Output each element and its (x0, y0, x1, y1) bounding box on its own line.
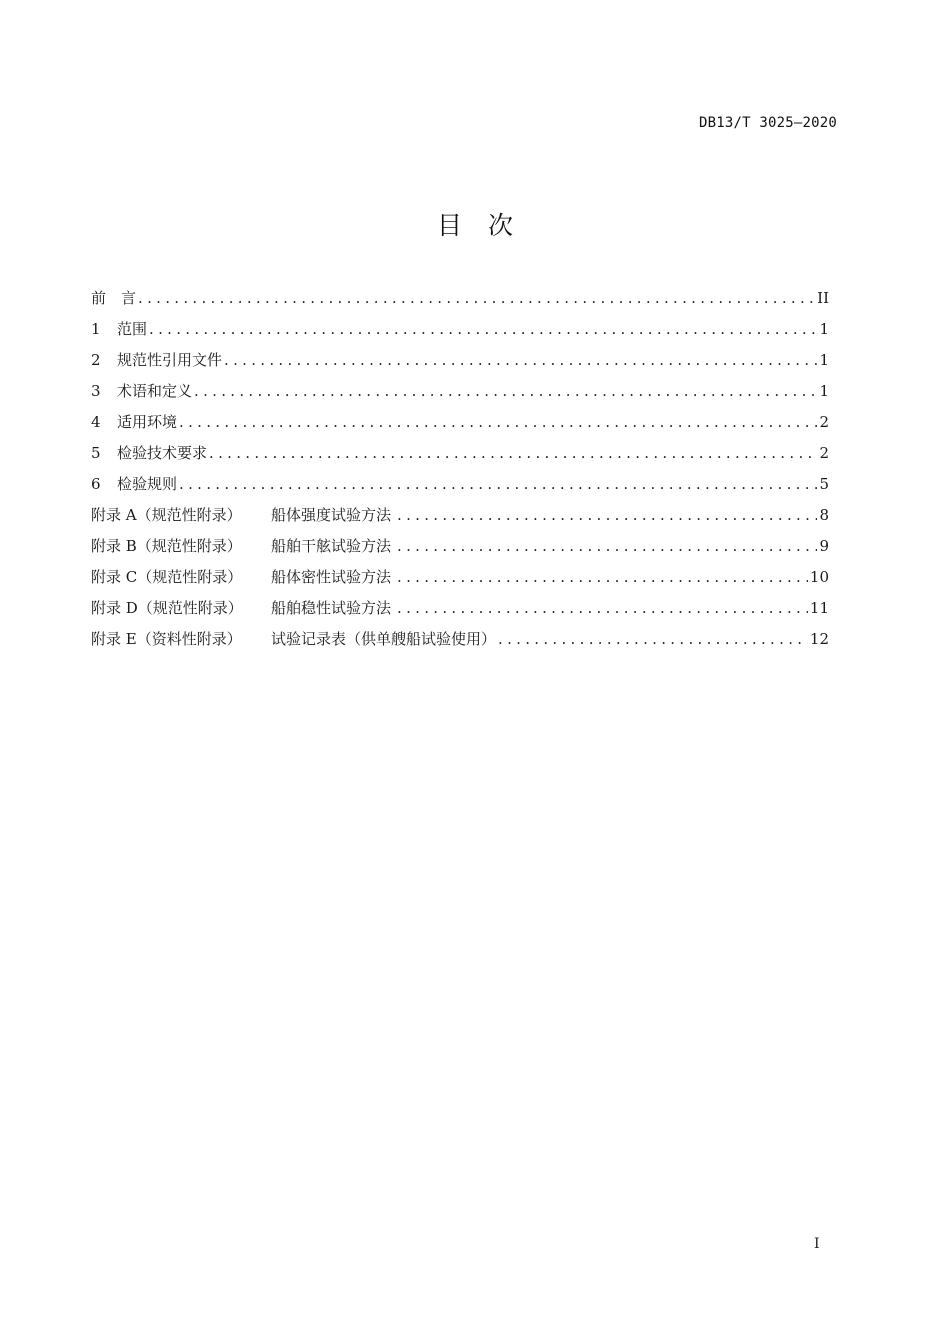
toc-leader-dots (397, 597, 808, 619)
toc-entry-number: 3 (91, 382, 101, 400)
toc-entry-page: 10 (809, 568, 829, 586)
toc-leader-dots (498, 628, 808, 650)
toc-entry-number: 4 (91, 413, 101, 431)
toc-entry-label: 试验记录表（供单艘船试验使用） (271, 630, 497, 648)
toc-entry-label: 检验规则 (117, 475, 178, 493)
toc-entry-section-4[interactable] (91, 411, 829, 442)
toc-entry-page: 8 (819, 506, 829, 524)
toc-leader-dots (149, 318, 817, 340)
toc-entry-label: 船体密性试验方法 (271, 568, 392, 586)
standard-code: DB13/T 3025—2020 (698, 115, 837, 131)
toc-leader-dots (138, 287, 815, 309)
toc-entry-appendix-c[interactable] (91, 566, 829, 597)
toc-entry-section-3[interactable] (91, 380, 829, 411)
toc-entry-section-2[interactable] (91, 349, 829, 380)
toc-entry-appendix-prefix: 附录 B（规范性附录） (91, 537, 242, 555)
toc-entry-appendix-prefix: 附录 A（规范性附录） (91, 506, 242, 524)
toc-entry-page: 2 (819, 413, 829, 431)
toc-entry-page: 1 (819, 320, 829, 338)
toc-entry-label: 检验技术要求 (117, 444, 208, 462)
toc-entry-section-5[interactable] (91, 442, 829, 473)
toc-entry-appendix-prefix: 附录 E（资料性附录） (91, 630, 242, 648)
toc-entry-page: 12 (809, 630, 829, 648)
toc-entry-foreword[interactable] (91, 287, 829, 318)
toc-entry-label: 前 言 (91, 289, 137, 307)
toc-entry-appendix-d[interactable] (91, 597, 829, 628)
toc-leader-dots (397, 535, 817, 557)
toc-entry-page: 5 (819, 475, 829, 493)
toc-entry-number: 1 (91, 320, 101, 338)
toc-entry-page: 11 (809, 599, 829, 617)
toc-entry-label: 船舶稳性试验方法 (271, 599, 392, 617)
toc-entry-appendix-a[interactable] (91, 504, 829, 535)
toc-entry-label: 船体强度试验方法 (271, 506, 392, 524)
table-of-contents (91, 287, 829, 659)
page-number: I (814, 1236, 820, 1252)
toc-leader-dots (194, 380, 817, 402)
toc-leader-dots (179, 473, 817, 495)
toc-entry-section-1[interactable] (91, 318, 829, 349)
toc-entry-label: 适用环境 (117, 413, 178, 431)
toc-entry-appendix-b[interactable] (91, 535, 829, 566)
toc-leader-dots (179, 411, 817, 433)
toc-entry-label: 术语和定义 (117, 382, 193, 400)
toc-entry-page: 9 (819, 537, 829, 555)
toc-entry-label: 规范性引用文件 (117, 351, 223, 369)
toc-entry-page: 2 (819, 444, 829, 462)
toc-entry-appendix-prefix: 附录 D（规范性附录） (91, 599, 243, 617)
toc-entry-page: 1 (819, 382, 829, 400)
toc-leader-dots (397, 566, 808, 588)
toc-entry-appendix-e[interactable] (91, 628, 829, 659)
toc-entry-number: 6 (91, 475, 101, 493)
toc-leader-dots (397, 504, 817, 526)
page-title: 目次 (436, 211, 539, 240)
toc-entry-page: II (817, 289, 829, 307)
toc-leader-dots (209, 442, 817, 464)
toc-entry-label: 范围 (117, 320, 148, 338)
toc-entry-appendix-prefix: 附录 C（规范性附录） (91, 568, 243, 586)
toc-entry-section-6[interactable] (91, 473, 829, 504)
toc-entry-page: 1 (819, 351, 829, 369)
toc-entry-number: 2 (91, 351, 101, 369)
toc-leader-dots (224, 349, 817, 371)
toc-entry-number: 5 (91, 444, 101, 462)
toc-entry-label: 船舶干舷试验方法 (271, 537, 392, 555)
